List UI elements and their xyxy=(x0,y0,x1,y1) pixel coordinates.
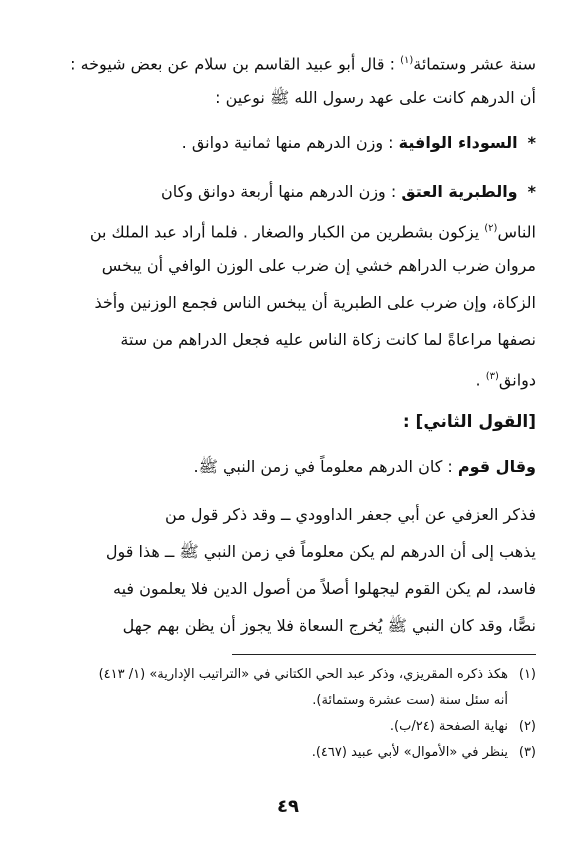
footnote-text: نهاية الصفحة (٢٤/ب). xyxy=(389,719,508,734)
text-line: أن الدرهم كانت على عهد رسول الله ﷺ نوعين : xyxy=(215,88,536,107)
footnote-item xyxy=(36,740,536,766)
footnote-divider xyxy=(232,654,536,655)
section-heading xyxy=(40,404,536,441)
text-line xyxy=(40,358,536,395)
footnote-text: ينظر في «الأموال» لأبي عبيد (٤٦٧). xyxy=(311,745,508,760)
item-sawda xyxy=(40,124,536,161)
footnote-text: هكذ ذكره المقريزي، وذكر عبد الحي الكتاني في «التراتيب الإدارية» (١/ ٤١٣) xyxy=(98,667,508,682)
text-line: فاسد، لم يكن القوم ليجهلوا أصلاً من أصول الدين فلا يعلمون فيه xyxy=(112,579,536,598)
footnote-continuation: أنه سئل سنة (ست عشرة وستمائة). xyxy=(312,693,508,708)
page-number: ٤٩ xyxy=(277,796,299,817)
intro-paragraph xyxy=(40,42,536,116)
heading-text: [القول الثاني] : xyxy=(402,412,536,432)
item-text: : وزن الدرهم منها ثمانية دوانق . xyxy=(181,133,394,152)
qawl-term: وقال قوم xyxy=(457,457,536,476)
footnote-ref-3[interactable]: (٣) xyxy=(485,371,499,382)
text-line: نصفها مراعاةً لما كانت زكاة الناس عليه فجعل الدراهم من ستة xyxy=(120,330,536,349)
text-line: نصًّا، وقد كان النبي ﷺ يُخرج السعاة فلا يجوز أن يظن بهم جهل xyxy=(122,616,536,635)
text-line: يذهب إلى أن الدرهم لم يكن معلوماً في زمن النبي ﷺ ــ هذا قول xyxy=(105,542,536,561)
text-line xyxy=(40,210,536,247)
section2-paragraph xyxy=(40,496,536,644)
footnote-ref-2[interactable]: (٢) xyxy=(484,223,498,234)
bullet-icon: * xyxy=(527,182,536,201)
item-text: الناس xyxy=(497,222,536,242)
footnote-ref-1[interactable]: (١) xyxy=(400,55,414,66)
text-line xyxy=(40,448,536,485)
item-text: دوانق xyxy=(498,370,536,390)
qawl-line xyxy=(40,448,536,485)
text-line xyxy=(40,173,536,210)
text-line xyxy=(40,42,536,79)
text-line: فذكر العزفي عن أبي جعفر الداوودي ــ وقد ذكر قول من xyxy=(165,505,536,524)
item-text: . xyxy=(475,370,481,390)
item-text: : وزن الدرهم منها أربعة دوانق وكان xyxy=(160,182,397,201)
intro-text: سنة عشر وستمائة xyxy=(413,54,536,74)
footnote-item xyxy=(36,662,536,688)
footnote-number: (٢) xyxy=(518,719,536,734)
qawl-text: : كان الدرهم معلوماً في زمن النبي ﷺ. xyxy=(193,457,453,476)
footnote-item xyxy=(36,714,536,740)
footnote-number: (١) xyxy=(518,667,536,682)
text-line: مروان ضرب الدراهم خشي إن ضرب على الوزن الوافي أن يبخس xyxy=(101,256,536,275)
intro-text-rest: : قال أبو عبيد القاسم بن سلام عن بعض شيوخه : xyxy=(70,54,395,74)
bullet-icon: * xyxy=(527,133,536,152)
item-text: يزكون بشطرين من الكبار والصغار . فلما أراد عبد الملك بن xyxy=(89,222,480,242)
item-tabariya xyxy=(40,173,536,395)
item-term: السوداء الوافية xyxy=(398,133,518,152)
footnote-number: (٣) xyxy=(518,745,536,760)
text-line: الزكاة، وإن ضرب على الطبرية أن يبخس الناس فجمع الوزنين وأخذ xyxy=(94,293,536,312)
item-term: والطبرية العتق xyxy=(401,182,518,201)
text-line xyxy=(40,124,536,161)
footnotes xyxy=(36,662,536,766)
